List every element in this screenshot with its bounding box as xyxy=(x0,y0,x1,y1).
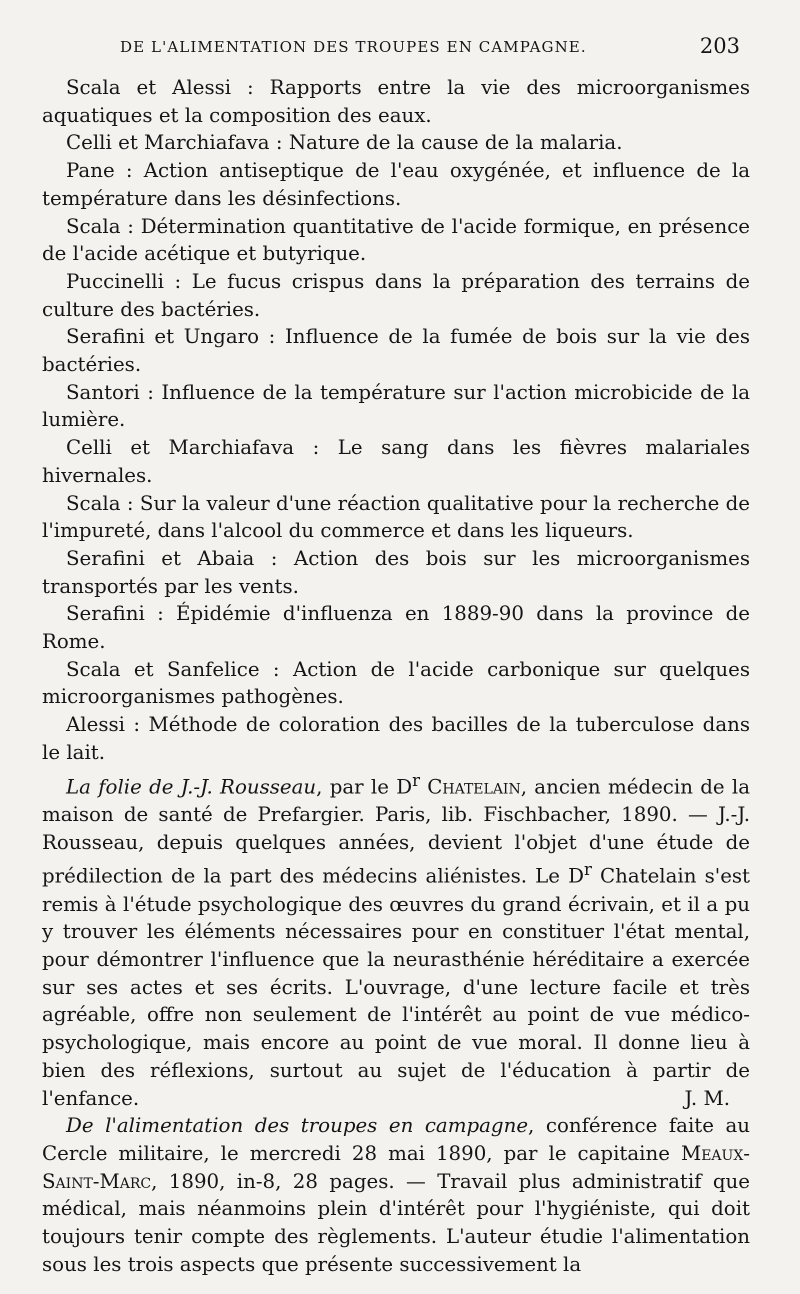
review-alimentation-author: Meaux-Saint-Marc xyxy=(42,1141,750,1193)
entry-serafini-influenza: Serafini : Épidémie d'influenza en 1889-90 dans la province de Rome. xyxy=(42,602,750,654)
review-rousseau-author: Chatelain xyxy=(427,775,521,799)
entry-celli-marchiafava-sang: Celli et Marchiafava : Le sang dans les fièvres malariales hivernales. xyxy=(42,436,750,487)
review-rousseau-sup: r xyxy=(412,770,420,790)
entry-scala-sanfelice: Scala et Sanfelice : Action de l'acide carbonique sur quelques microorganismes pathogènes. xyxy=(42,657,750,709)
review-rousseau-sup2: r xyxy=(583,860,592,880)
entry-scala-alessi: Scala et Alessi : Rapports entre la vie des microorganismes aquatiques et la composition des eaux. xyxy=(42,76,750,127)
review-rousseau-title: La folie de J.-J. Rousseau xyxy=(66,775,317,799)
review-alimentation-intro: , conférence faite au Cercle militaire, le mercredi 28 mai 1890, par le capitaine xyxy=(42,1114,750,1165)
entry-scala-alcool: Scala : Sur la valeur d'une réaction qualitative pour la recherche de l'impureté, dans l'alcool du commerce et dans les liqueurs. xyxy=(42,491,750,543)
entry-santori: Santori : Influence de la température sur l'action microbicide de la lumière. xyxy=(42,380,750,432)
running-title: DE L'ALIMENTATION DES TROUPES EN CAMPAGNE. xyxy=(120,38,587,56)
page-header xyxy=(42,34,750,64)
entry-puccinelli: Puccinelli : Le fucus crispus dans la préparation des terrains de culture des bactéries. xyxy=(42,269,750,321)
entry-celli-marchiafava-malaria: Celli et Marchiafava : Nature de la cause de la malaria. xyxy=(66,131,623,155)
entry-pane: Pane : Action antiseptique de l'eau oxygénée, et influence de la température dans les désinfections. xyxy=(42,159,750,210)
entry-alessi: Alessi : Méthode de coloration des bacilles de la tuberculose dans le lait. xyxy=(42,713,750,764)
review-alimentation-body: , 1890, in-8, 28 pages. — Travail plus administratif que médical, mais néanmoins plein d'intérêt pour l'hygiéniste, qui doit toujours tenir compte des règlements. L'auteur étudie l'alimentation sous les trois aspects que présente successivement la xyxy=(42,1169,750,1276)
page-number: 203 xyxy=(699,34,740,58)
review-rousseau xyxy=(42,767,750,1113)
review-alimentation-title: De l'alimentation des troupes en campagne xyxy=(66,1114,529,1138)
review-alimentation xyxy=(42,1112,750,1278)
entry-serafini-ungaro: Serafini et Ungaro : Influence de la fumée de bois sur la vie des bactéries. xyxy=(42,325,750,377)
entry-serafini-abaia: Serafini et Abaia : Action des bois sur les microorganismes transportés par les vents. xyxy=(42,546,750,598)
review-rousseau-body: Chatelain s'est remis à l'étude psychologique des œuvres du grand écrivain, et il a pu y trouver les éléments nécessaires pour en constituer l'état mental, pour démontrer l'influence que la neurasthénie héréditaire a exercée sur ses actes et ses écrits. L'ouvrage, d'une lecture facile et très agréable, offre non seulement de l'intérêt au point de vue médico-psychologique, mais encore au point de vue moral. Il donne lieu à bien des réflexions, surtout au sujet de l'éducation à partir de l'enfance. xyxy=(42,864,751,1110)
review-rousseau-by: , par le D xyxy=(316,775,413,799)
review-rousseau-initials: J. M. xyxy=(684,1086,730,1110)
review-rousseau-details: , ancien médecin de la maison de santé de Prefargier. Paris, lib. Fischbacher, 1890. — J.-J. Rousseau, depuis quelques années, devient l'objet d'une étude de prédilection de la part des médecins aliénistes. Le D xyxy=(42,775,750,888)
body-text xyxy=(42,74,750,1278)
entry-scala-acide-formique: Scala : Détermination quantitative de l'acide formique, en présence de l'acide acétique et butyrique. xyxy=(42,214,750,266)
